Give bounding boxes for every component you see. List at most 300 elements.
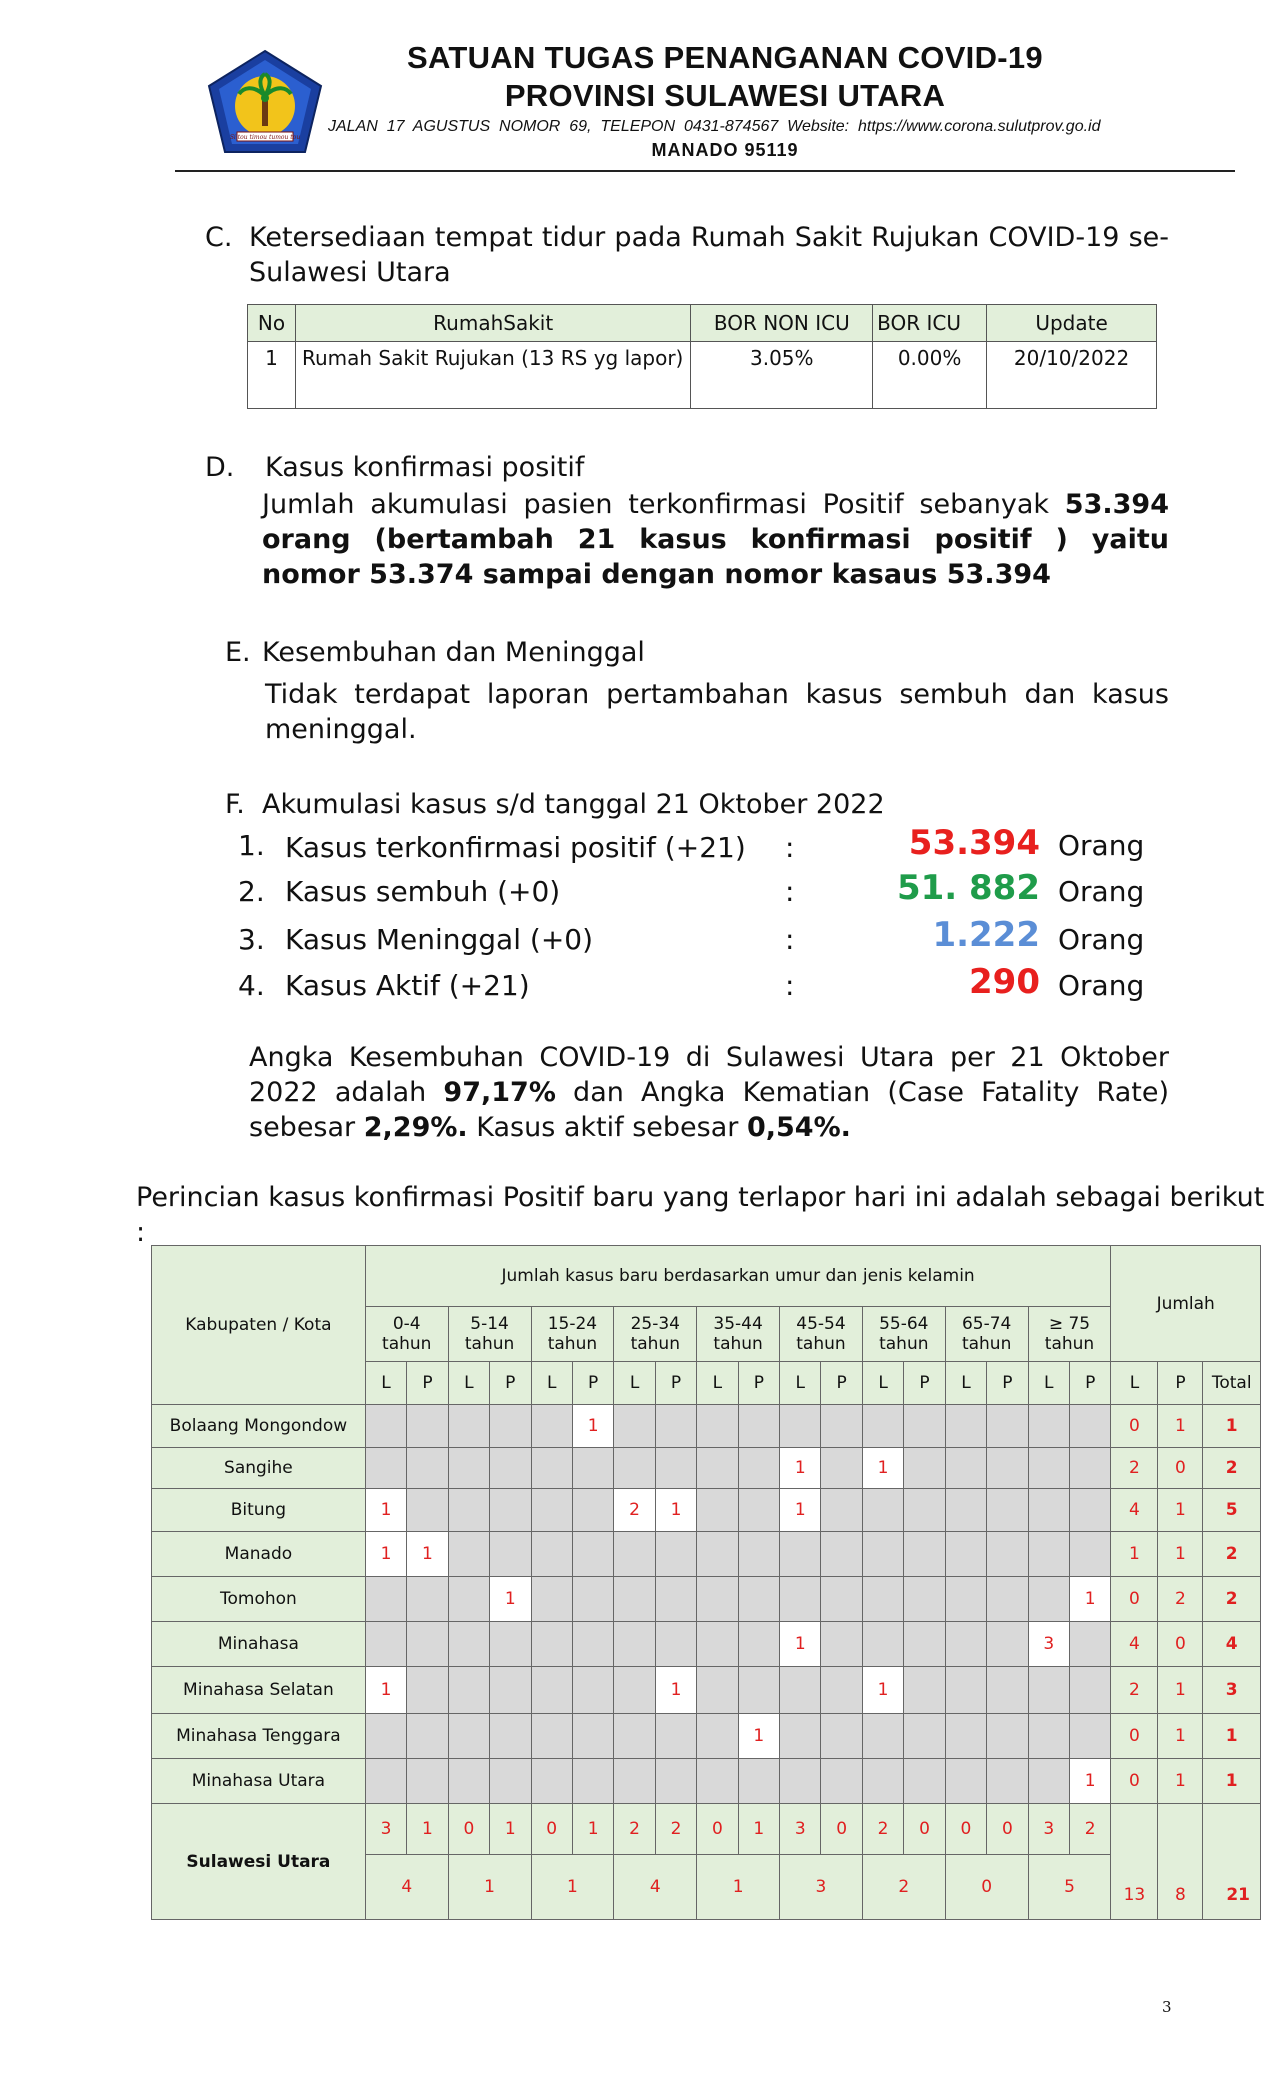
row-value: 1 [365,1667,406,1714]
address-line: JALAN 17 AGUSTUS NOMOR 69, TELEPON 0431-874567 Website: https://www.corona.sulutprov.go.id [328,118,1101,135]
row-value [655,1759,696,1804]
row-value [1028,1714,1069,1759]
header-age-group [448,1307,531,1362]
age-range: 5-14 [470,1314,509,1334]
row-value [572,1622,613,1667]
row-value [1028,1577,1069,1622]
summary-group-total: 4 [365,1855,448,1920]
summary-group-total: 1 [531,1855,614,1920]
row-value [1028,1405,1069,1448]
province-title: PROVINSI SULAWESI UTARA [504,78,946,113]
row-value [945,1489,986,1532]
summary-value: 0 [448,1804,489,1855]
header-sex-l: L [614,1362,655,1405]
row-total: 2 [1203,1448,1261,1489]
bed-availability-table [247,304,1157,409]
row-value [821,1714,862,1759]
row-value [655,1532,696,1577]
svg-text:Si tou timou tumou tou: Si tou timou tumou tou [229,134,301,141]
summary-value: 3 [365,1804,406,1855]
summary-value: 1 [738,1804,779,1855]
table-row [152,1622,1261,1667]
cell-hospital: Rumah Sakit Rujukan (13 RS yg lapor) [295,342,690,409]
row-value [862,1405,903,1448]
section-d-text-bold: 53.394 orang (bertambah 21 kasus konfirmasi positif ) yaitu nomor 53.374 sampai dengan nomor kasaus 53.394 [262,489,1169,590]
row-value [531,1714,572,1759]
row-value [655,1405,696,1448]
f-item-4-value: 290 [969,962,1040,1002]
f-item-2-colon: : [785,875,795,908]
row-value: 1 [738,1714,779,1759]
header-age-group [365,1307,448,1362]
new-cases-table [151,1245,1261,1920]
row-value: 1 [1069,1577,1110,1622]
row-value [862,1577,903,1622]
row-total-l: 2 [1111,1448,1158,1489]
f-item-3-colon: : [785,923,795,956]
row-value [780,1759,821,1804]
f-item-1-unit: Orang [1058,829,1145,862]
row-value [987,1532,1028,1577]
row-value [1028,1448,1069,1489]
row-value [448,1532,489,1577]
row-value [904,1448,945,1489]
row-value [697,1714,738,1759]
row-value [821,1405,862,1448]
table-row [152,1448,1261,1489]
row-value [490,1714,531,1759]
row-total-p: 1 [1158,1489,1203,1532]
row-value [780,1405,821,1448]
row-value [365,1405,406,1448]
summary-value: 0 [904,1804,945,1855]
row-value [738,1759,779,1804]
row-value [448,1714,489,1759]
row-value [407,1489,448,1532]
row-value [1069,1667,1110,1714]
row-value [697,1448,738,1489]
row-total: 5 [1203,1489,1261,1532]
f-item-3-unit: Orang [1058,923,1145,956]
recovery-rate: 97,17% [443,1077,556,1108]
page-number: 3 [1162,1998,1172,2016]
summary-value: 2 [614,1804,655,1855]
row-total-p: 1 [1158,1759,1203,1804]
header-age-group [945,1307,1028,1362]
cell-bor-non-icu: 3.05% [691,342,873,409]
header-sex-l: L [780,1362,821,1405]
f-item-4-unit: Orang [1058,969,1145,1002]
section-d-marker: D. [205,452,235,483]
row-value [614,1714,655,1759]
row-value [987,1622,1028,1667]
rates-text-3: Kasus aktif sebesar [467,1112,747,1143]
row-value [407,1759,448,1804]
row-value [904,1489,945,1532]
row-value [821,1622,862,1667]
section-e-text: Tidak terdapat laporan pertambahan kasus sembuh dan kasus meninggal. [265,679,1169,745]
row-value [987,1577,1028,1622]
row-value [738,1448,779,1489]
row-total-p: 0 [1158,1622,1203,1667]
row-total-l: 0 [1111,1405,1158,1448]
row-value [987,1405,1028,1448]
row-value: 1 [655,1489,696,1532]
row-value [655,1714,696,1759]
row-value: 1 [1069,1759,1110,1804]
row-value [407,1448,448,1489]
row-total-l: 0 [1111,1577,1158,1622]
summary-total-p: 8 [1158,1804,1203,1920]
row-value [614,1622,655,1667]
summary-value: 1 [572,1804,613,1855]
header-age-group [531,1307,614,1362]
cell-bor-icu: 0.00% [873,342,987,409]
row-value [1069,1622,1110,1667]
row-total-l: 1 [1111,1532,1158,1577]
row-value [945,1714,986,1759]
summary-total: 21 [1203,1804,1261,1920]
row-value [945,1577,986,1622]
header-sex-p: P [821,1362,862,1405]
section-d-text-plain: Jumlah akumulasi pasien terkonfirmasi Positif sebanyak [262,489,1065,520]
age-unit: tahun [630,1334,680,1354]
row-value [697,1489,738,1532]
row-value [531,1532,572,1577]
age-range: 35-44 [713,1314,763,1334]
row-value [738,1405,779,1448]
row-value [904,1405,945,1448]
row-value [448,1448,489,1489]
row-region: Minahasa [152,1622,366,1667]
row-value [407,1714,448,1759]
f-item-1-colon: : [785,831,795,864]
f-item-4-no: 4. [238,969,265,1002]
f-item-3-value: 1.222 [932,915,1040,955]
summary-group-total: 5 [1028,1855,1111,1920]
row-value [697,1759,738,1804]
header-sex-l: L [945,1362,986,1405]
age-range: 0-4 [392,1314,421,1334]
fatality-rate: 2,29%. [363,1112,468,1143]
detail-intro: Perincian kasus konfirmasi Positif baru yang terlapor hari ini adalah sebagai berikut : [136,1182,1265,1248]
section-c-heading: Ketersediaan tempat tidur pada Rumah Sakit Rujukan COVID-19 se-Sulawesi Utara [249,222,1169,288]
active-rate: 0,54%. [746,1112,851,1143]
row-total: 2 [1203,1532,1261,1577]
row-value: 1 [490,1577,531,1622]
f-item-3-no: 3. [238,923,265,956]
section-c-marker: C. [205,222,233,253]
row-total: 2 [1203,1577,1261,1622]
row-value [904,1622,945,1667]
row-value [448,1405,489,1448]
row-value [407,1405,448,1448]
row-value [1028,1532,1069,1577]
summary-value: 0 [987,1804,1028,1855]
row-value [531,1489,572,1532]
row-value [531,1405,572,1448]
row-value [821,1448,862,1489]
row-value [614,1759,655,1804]
header-total-p: P [1158,1362,1203,1405]
row-value [821,1489,862,1532]
table-row [152,1759,1261,1804]
header-region: Kabupaten / Kota [152,1246,366,1405]
summary-value: 2 [862,1804,903,1855]
row-value [448,1489,489,1532]
row-value [572,1489,613,1532]
row-total: 1 [1203,1405,1261,1448]
row-value [1028,1667,1069,1714]
header-sex-p: P [904,1362,945,1405]
summary-row [152,1804,1261,1855]
row-value [945,1448,986,1489]
row-value [987,1667,1028,1714]
row-total: 1 [1203,1714,1261,1759]
row-value [448,1759,489,1804]
header-sex-p: P [572,1362,613,1405]
row-value: 1 [407,1532,448,1577]
row-value [490,1405,531,1448]
row-value [945,1759,986,1804]
summary-group-total: 1 [448,1855,531,1920]
col-no: No [248,305,296,342]
row-value [614,1577,655,1622]
summary-value: 3 [1028,1804,1069,1855]
city-line: MANADO 95119 [651,140,799,160]
row-value [821,1577,862,1622]
summary-total-l: 13 [1111,1804,1158,1920]
row-region: Bitung [152,1489,366,1532]
section-d-text [262,487,1169,592]
row-value: 1 [365,1532,406,1577]
row-value [904,1714,945,1759]
row-value [531,1622,572,1667]
age-range: 55-64 [879,1314,929,1334]
row-value [945,1622,986,1667]
f-item-4-label: Kasus Aktif (+21) [285,969,530,1002]
age-range: ≥ 75 [1048,1314,1091,1334]
row-value: 1 [780,1622,821,1667]
header-sex-p: P [655,1362,696,1405]
age-unit: tahun [961,1334,1012,1354]
header-sex-l: L [697,1362,738,1405]
row-value [490,1448,531,1489]
row-value [407,1667,448,1714]
row-value: 1 [655,1667,696,1714]
header-age-group [614,1307,697,1362]
age-range: 25-34 [630,1314,680,1334]
org-title: SATUAN TUGAS PENANGANAN COVID-19 [407,40,1043,75]
header-group-title: Jumlah kasus baru berdasarkan umur dan jenis kelamin [365,1246,1111,1307]
header-sex-p: P [490,1362,531,1405]
summary-group-total: 0 [945,1855,1028,1920]
f-item-2-no: 2. [238,875,265,908]
header-total: Jumlah [1111,1246,1261,1362]
cell-update: 20/10/2022 [987,342,1157,409]
col-bor-icu: BOR ICU [873,305,987,342]
row-region: Bolaang Mongondow [152,1405,366,1448]
table-row [152,1667,1261,1714]
row-value [572,1532,613,1577]
row-value [407,1622,448,1667]
summary-region: Sulawesi Utara [152,1804,366,1920]
age-unit: tahun [464,1334,515,1354]
row-value: 1 [862,1448,903,1489]
row-total-p: 1 [1158,1532,1203,1577]
row-value [490,1622,531,1667]
row-value [448,1622,489,1667]
row-value [697,1405,738,1448]
f-item-4-colon: : [785,969,795,1002]
summary-value: 2 [655,1804,696,1855]
header-sex-l: L [1028,1362,1069,1405]
age-range: 45-54 [796,1314,846,1334]
row-value: 3 [1028,1622,1069,1667]
age-unit: tahun [1044,1334,1095,1354]
row-value [904,1759,945,1804]
row-value [448,1577,489,1622]
summary-group-total: 2 [862,1855,945,1920]
row-value [821,1532,862,1577]
row-value [614,1448,655,1489]
row-value [365,1714,406,1759]
row-value [904,1577,945,1622]
age-unit: tahun [713,1334,763,1354]
age-unit: tahun [382,1334,432,1354]
row-value [862,1759,903,1804]
row-value [407,1577,448,1622]
row-value [862,1532,903,1577]
row-total-l: 4 [1111,1622,1158,1667]
header-age-group [862,1307,945,1362]
row-value [655,1577,696,1622]
row-value [448,1667,489,1714]
table-row [152,1532,1261,1577]
row-value [821,1759,862,1804]
section-e-heading: Kesembuhan dan Meninggal [262,637,645,668]
summary-value: 0 [821,1804,862,1855]
row-value [614,1405,655,1448]
f-item-2-label: Kasus sembuh (+0) [285,875,561,908]
row-value [987,1489,1028,1532]
recovery-rate-paragraph [249,1040,1169,1145]
header-sex-l: L [448,1362,489,1405]
row-value: 2 [614,1489,655,1532]
row-value [821,1667,862,1714]
row-value [572,1448,613,1489]
row-region: Tomohon [152,1577,366,1622]
summary-value: 1 [490,1804,531,1855]
row-value [904,1532,945,1577]
f-item-2-unit: Orang [1058,875,1145,908]
row-value [904,1667,945,1714]
age-range: 15-24 [547,1314,598,1334]
row-value: 1 [572,1405,613,1448]
row-value [945,1667,986,1714]
row-value [490,1759,531,1804]
row-value [738,1577,779,1622]
summary-value: 0 [945,1804,986,1855]
f-item-3-label: Kasus Meninggal (+0) [285,923,594,956]
row-value [365,1622,406,1667]
row-value [780,1532,821,1577]
row-value [697,1667,738,1714]
header-sex-p: P [407,1362,448,1405]
row-value [862,1714,903,1759]
row-value [697,1577,738,1622]
row-value [987,1714,1028,1759]
row-value [655,1448,696,1489]
header-sex-l: L [862,1362,903,1405]
row-total-l: 0 [1111,1714,1158,1759]
row-value [572,1714,613,1759]
header-sex-p: P [987,1362,1028,1405]
row-value [1069,1532,1110,1577]
row-value [490,1532,531,1577]
row-total-p: 1 [1158,1405,1203,1448]
row-value: 1 [862,1667,903,1714]
header-divider [175,170,1235,172]
row-total: 4 [1203,1622,1261,1667]
row-value [572,1759,613,1804]
row-total-p: 1 [1158,1667,1203,1714]
section-e-marker: E. [225,637,251,668]
row-value [531,1759,572,1804]
province-logo [205,48,325,156]
row-value [531,1667,572,1714]
row-value [365,1448,406,1489]
row-value: 1 [365,1489,406,1532]
header-sex-l: L [365,1362,406,1405]
row-value [945,1405,986,1448]
row-value: 1 [780,1448,821,1489]
header-age-group [1028,1307,1111,1362]
row-value [531,1448,572,1489]
summary-group-total: 3 [780,1855,863,1920]
row-value [572,1577,613,1622]
row-value [862,1622,903,1667]
summary-value: 0 [531,1804,572,1855]
row-value [490,1489,531,1532]
summary-group-total: 1 [697,1855,780,1920]
row-value [1069,1405,1110,1448]
header-sex-l: L [531,1362,572,1405]
row-value [862,1489,903,1532]
summary-group-total: 4 [614,1855,697,1920]
row-region: Minahasa Utara [152,1759,366,1804]
col-bor-non-icu: BOR NON ICU [691,305,873,342]
row-value [780,1577,821,1622]
section-f-marker: F. [225,789,245,820]
row-region: Manado [152,1532,366,1577]
header-age-group [780,1307,863,1362]
header-row [152,1246,1261,1307]
row-value [365,1577,406,1622]
header-sex-p: P [1069,1362,1110,1405]
row-value [780,1667,821,1714]
col-hospital: RumahSakit [295,305,690,342]
f-item-1-label: Kasus terkonfirmasi positif (+21) [285,831,746,864]
row-value [738,1532,779,1577]
row-value [697,1622,738,1667]
row-value: 1 [780,1489,821,1532]
f-item-1-no: 1. [238,829,265,862]
row-total-p: 0 [1158,1448,1203,1489]
row-value [987,1759,1028,1804]
row-total-p: 2 [1158,1577,1203,1622]
age-unit: tahun [879,1334,929,1354]
